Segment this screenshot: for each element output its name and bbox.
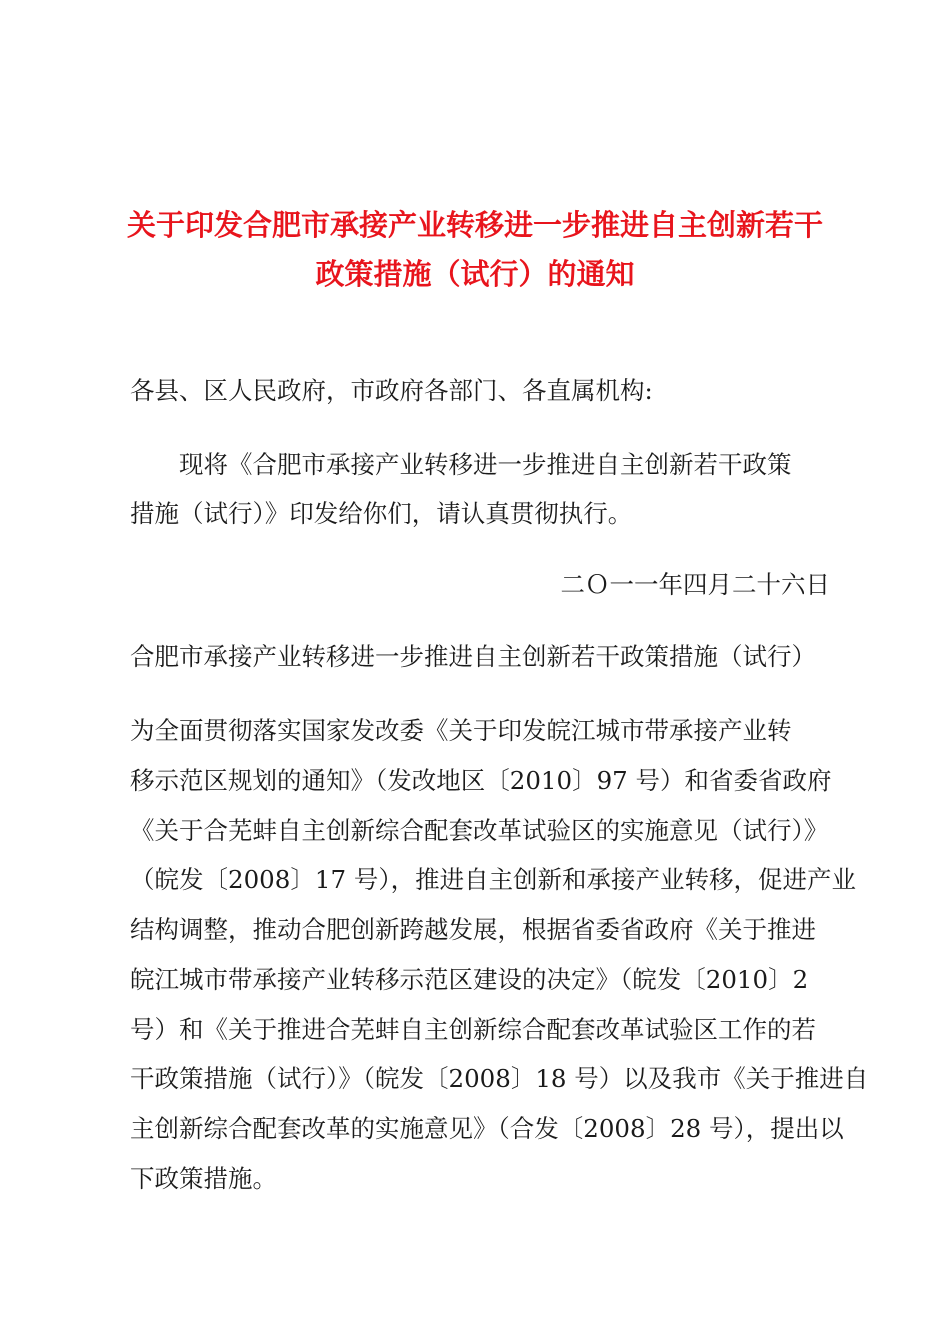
body-line: （皖发〔2008〕17 号），推进自主创新和承接产业转移，促进产业: [130, 865, 857, 894]
body-line: 移示范区规划的通知》（发改地区〔2010〕97 号）和省委省政府: [130, 766, 832, 795]
body-line: 皖江城市带承接产业转移示范区建设的决定》（皖发〔2010〕2: [130, 965, 809, 994]
document-title-line-2: 政策措施（试行）的通知: [315, 257, 635, 291]
addressee: 各县、区人民政府，市政府各部门、各直属机构:: [130, 376, 653, 405]
document-title-line-1: 关于印发合肥市承接产业转移进一步推进自主创新若干: [126, 208, 823, 242]
attachment-title: 合肥市承接产业转移进一步推进自主创新若干政策措施（试行）: [130, 642, 816, 671]
body-line: 为全面贯彻落实国家发改委《关于印发皖江城市带承接产业转: [130, 716, 792, 745]
body-line: 《关于合芜蚌自主创新综合配套改革试验区的实施意见（试行）》: [130, 816, 829, 845]
notice-line-2: 措施（试行）》印发给你们，请认真贯彻执行。: [130, 499, 633, 528]
body-line: 主创新综合配套改革的实施意见》（合发〔2008〕28 号），提出以: [130, 1114, 844, 1143]
notice-line-1: 现将《合肥市承接产业转移进一步推进自主创新若干政策: [130, 450, 792, 479]
body-line: 下政策措施。: [130, 1164, 277, 1193]
issue-date: 二Ｏ一一年四月二十六日: [560, 570, 830, 599]
body-line: 结构调整，推动合肥创新跨越发展，根据省委省政府《关于推进: [130, 915, 816, 944]
body-line: 干政策措施（试行）》（皖发〔2008〕18 号）以及我市《关于推进自: [130, 1064, 869, 1093]
body-line: 号）和《关于推进合芜蚌自主创新综合配套改革试验区工作的若: [130, 1015, 816, 1044]
